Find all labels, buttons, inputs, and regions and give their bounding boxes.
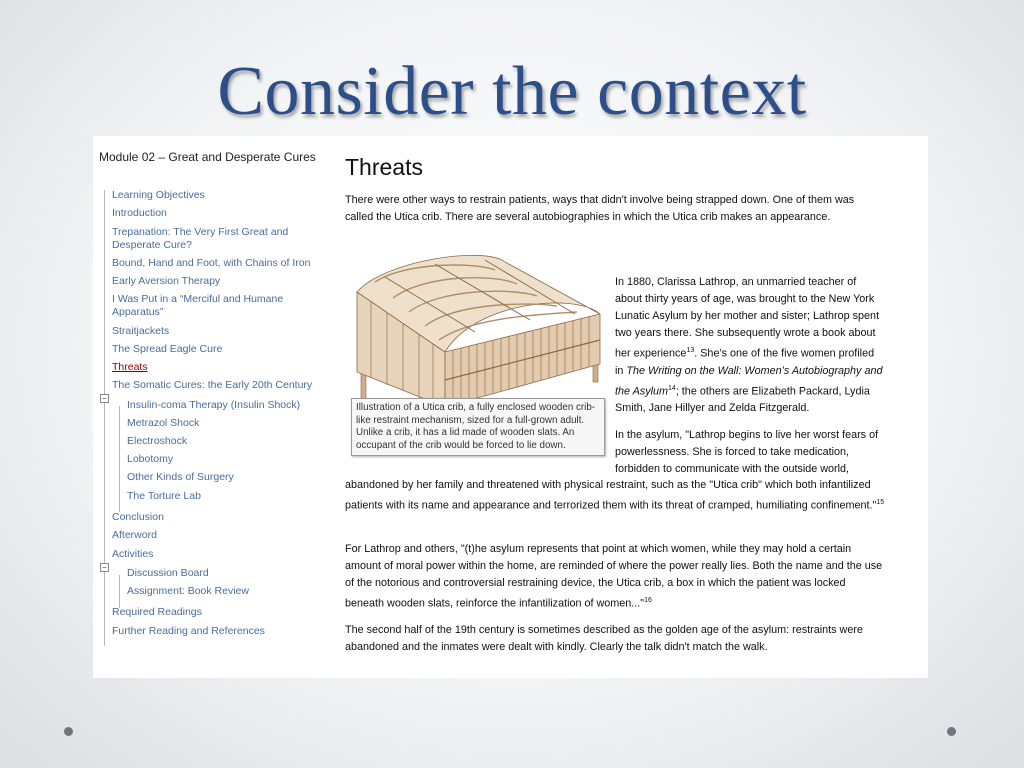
toc-item-afterword[interactable]: Afterword — [112, 529, 157, 541]
toc-item-discussion-board[interactable]: Discussion Board — [127, 567, 209, 579]
toc-item-somatic-cures[interactable]: The Somatic Cures: the Early 20th Century — [112, 379, 313, 391]
tree-line — [104, 190, 105, 646]
toc-item-conclusion[interactable]: Conclusion — [112, 511, 164, 523]
collapse-toggle-icon[interactable]: − — [100, 563, 109, 572]
lathrop-paragraph — [615, 274, 885, 417]
toc-item-introduction[interactable]: Introduction — [112, 207, 167, 219]
toc-item-further-reading[interactable]: Further Reading and References — [112, 625, 265, 637]
footnote-16[interactable]: 16 — [644, 597, 652, 604]
footnote-14[interactable]: 14 — [668, 384, 676, 392]
p2-text-c: ; the others are Elizabeth Packard, Lydia Smith, Jane Hillyer and Zelda Fitzgerald. — [615, 385, 870, 415]
p2-text-a: In 1880, Clarissa Lathrop, an unmarried teacher of about thirty years of age, was brought to the New York Lunatic Asylum by her mother and sister; Lathrop spent two years there. She subsequently wrote a book about her experience — [615, 276, 880, 360]
toc-item-straitjackets[interactable]: Straitjackets — [112, 325, 170, 337]
screenshot-panel — [93, 136, 928, 678]
golden-age-paragraph: The second half of the 19th century is sometimes described as the golden age of the asylum: restraints were abandoned and the inmates were dealt with kindly. Clearly the talk didn't match the walk. — [345, 624, 863, 653]
p3-text: abandoned by her family and threatened with physical restraint, such as the "Utica crib" which both infantilized patients with its name and appearance and terrorized them with its threat of cramped, humiliating confinement." — [345, 479, 877, 512]
footnote-15[interactable]: 15 — [876, 499, 885, 506]
toc-item-torture-lab[interactable]: The Torture Lab — [127, 490, 201, 502]
page-heading: Threats — [345, 154, 423, 180]
toc-item-early-aversion[interactable]: Early Aversion Therapy — [112, 275, 221, 287]
slide-dot-left — [64, 727, 73, 736]
intro-paragraph: There were other ways to restrain patients, ways that didn't involve being strapped down. One of them was called the Utica crib. There are several autobiographies in which the Utica crib makes an appearance. — [345, 194, 855, 223]
footnote-13[interactable]: 13 — [686, 347, 695, 354]
toc-item-learning-objectives[interactable]: Learning Objectives — [112, 189, 205, 201]
toc-item-required-readings[interactable]: Required Readings — [112, 606, 202, 618]
toc-item-activities[interactable]: Activities — [112, 548, 154, 560]
image-caption-tooltip: Illustration of a Utica crib, a fully enclosed wooden crib-like restraint mechanism, sized for a full-grown adult. Unlike a crib, it has a lid made of wooden slats. An occupant of the crib would be forced to lie down. — [351, 398, 605, 456]
p4-text: For Lathrop and others, "(t)he asylum represents that point at which women, while they may hold a certain amount of moral power within the home, are reminded of where the power really lies. Both the name and the use of the notorious and controversial restraining device, the Utica crib, a box in which the patient was locked beneath wooden slats, reinforce the infantilization of women..." — [345, 543, 883, 610]
toc-item-electroshock[interactable]: Electroshock — [127, 435, 188, 447]
toc-item-book-review[interactable]: Assignment: Book Review — [127, 585, 249, 597]
toc-item-trepanation[interactable]: Trepanation: The Very First Great and Desperate Cure? — [112, 226, 289, 251]
infantilization-paragraph — [345, 541, 885, 613]
tree-line — [119, 406, 120, 512]
toc-item-threats[interactable]: Threats — [112, 361, 148, 373]
toc-item-merciful-apparatus[interactable]: I Was Put in a “Merciful and Humane Apparatus” — [112, 293, 284, 318]
toc-item-spread-eagle[interactable]: The Spread Eagle Cure — [112, 343, 223, 355]
slide-dot-right — [947, 727, 956, 736]
toc-item-other-surgery[interactable]: Other Kinds of Surgery — [127, 471, 234, 483]
toc-item-metrazol[interactable]: Metrazol Shock — [127, 417, 200, 429]
tree-line — [119, 575, 120, 608]
toc-heading: Module 02 – Great and Desperate Cures — [99, 150, 316, 164]
p2-text-b: . She’s one of the five women profiled in — [615, 347, 875, 377]
toc-item-bound-hand-foot[interactable]: Bound, Hand and Foot, with Chains of Iron — [112, 257, 311, 269]
toc-sidebar — [99, 150, 319, 637]
book-title: The Writing on the Wall: Women’s Autobiography and the Asylum — [615, 364, 883, 398]
asylum-paragraph-top: In the asylum, "Lathrop begins to live her worst fears of powerlessness. She is forced to take medication, forbidden to communicate with the outside world, — [615, 429, 879, 475]
toc-item-lobotomy[interactable]: Lobotomy — [127, 453, 174, 465]
asylum-paragraph-bottom — [345, 477, 885, 515]
toc-item-insulin-coma[interactable]: Insulin-coma Therapy (Insulin Shock) — [127, 399, 301, 411]
collapse-toggle-icon[interactable]: − — [100, 394, 109, 403]
slide-title: Consider the context — [217, 53, 807, 130]
